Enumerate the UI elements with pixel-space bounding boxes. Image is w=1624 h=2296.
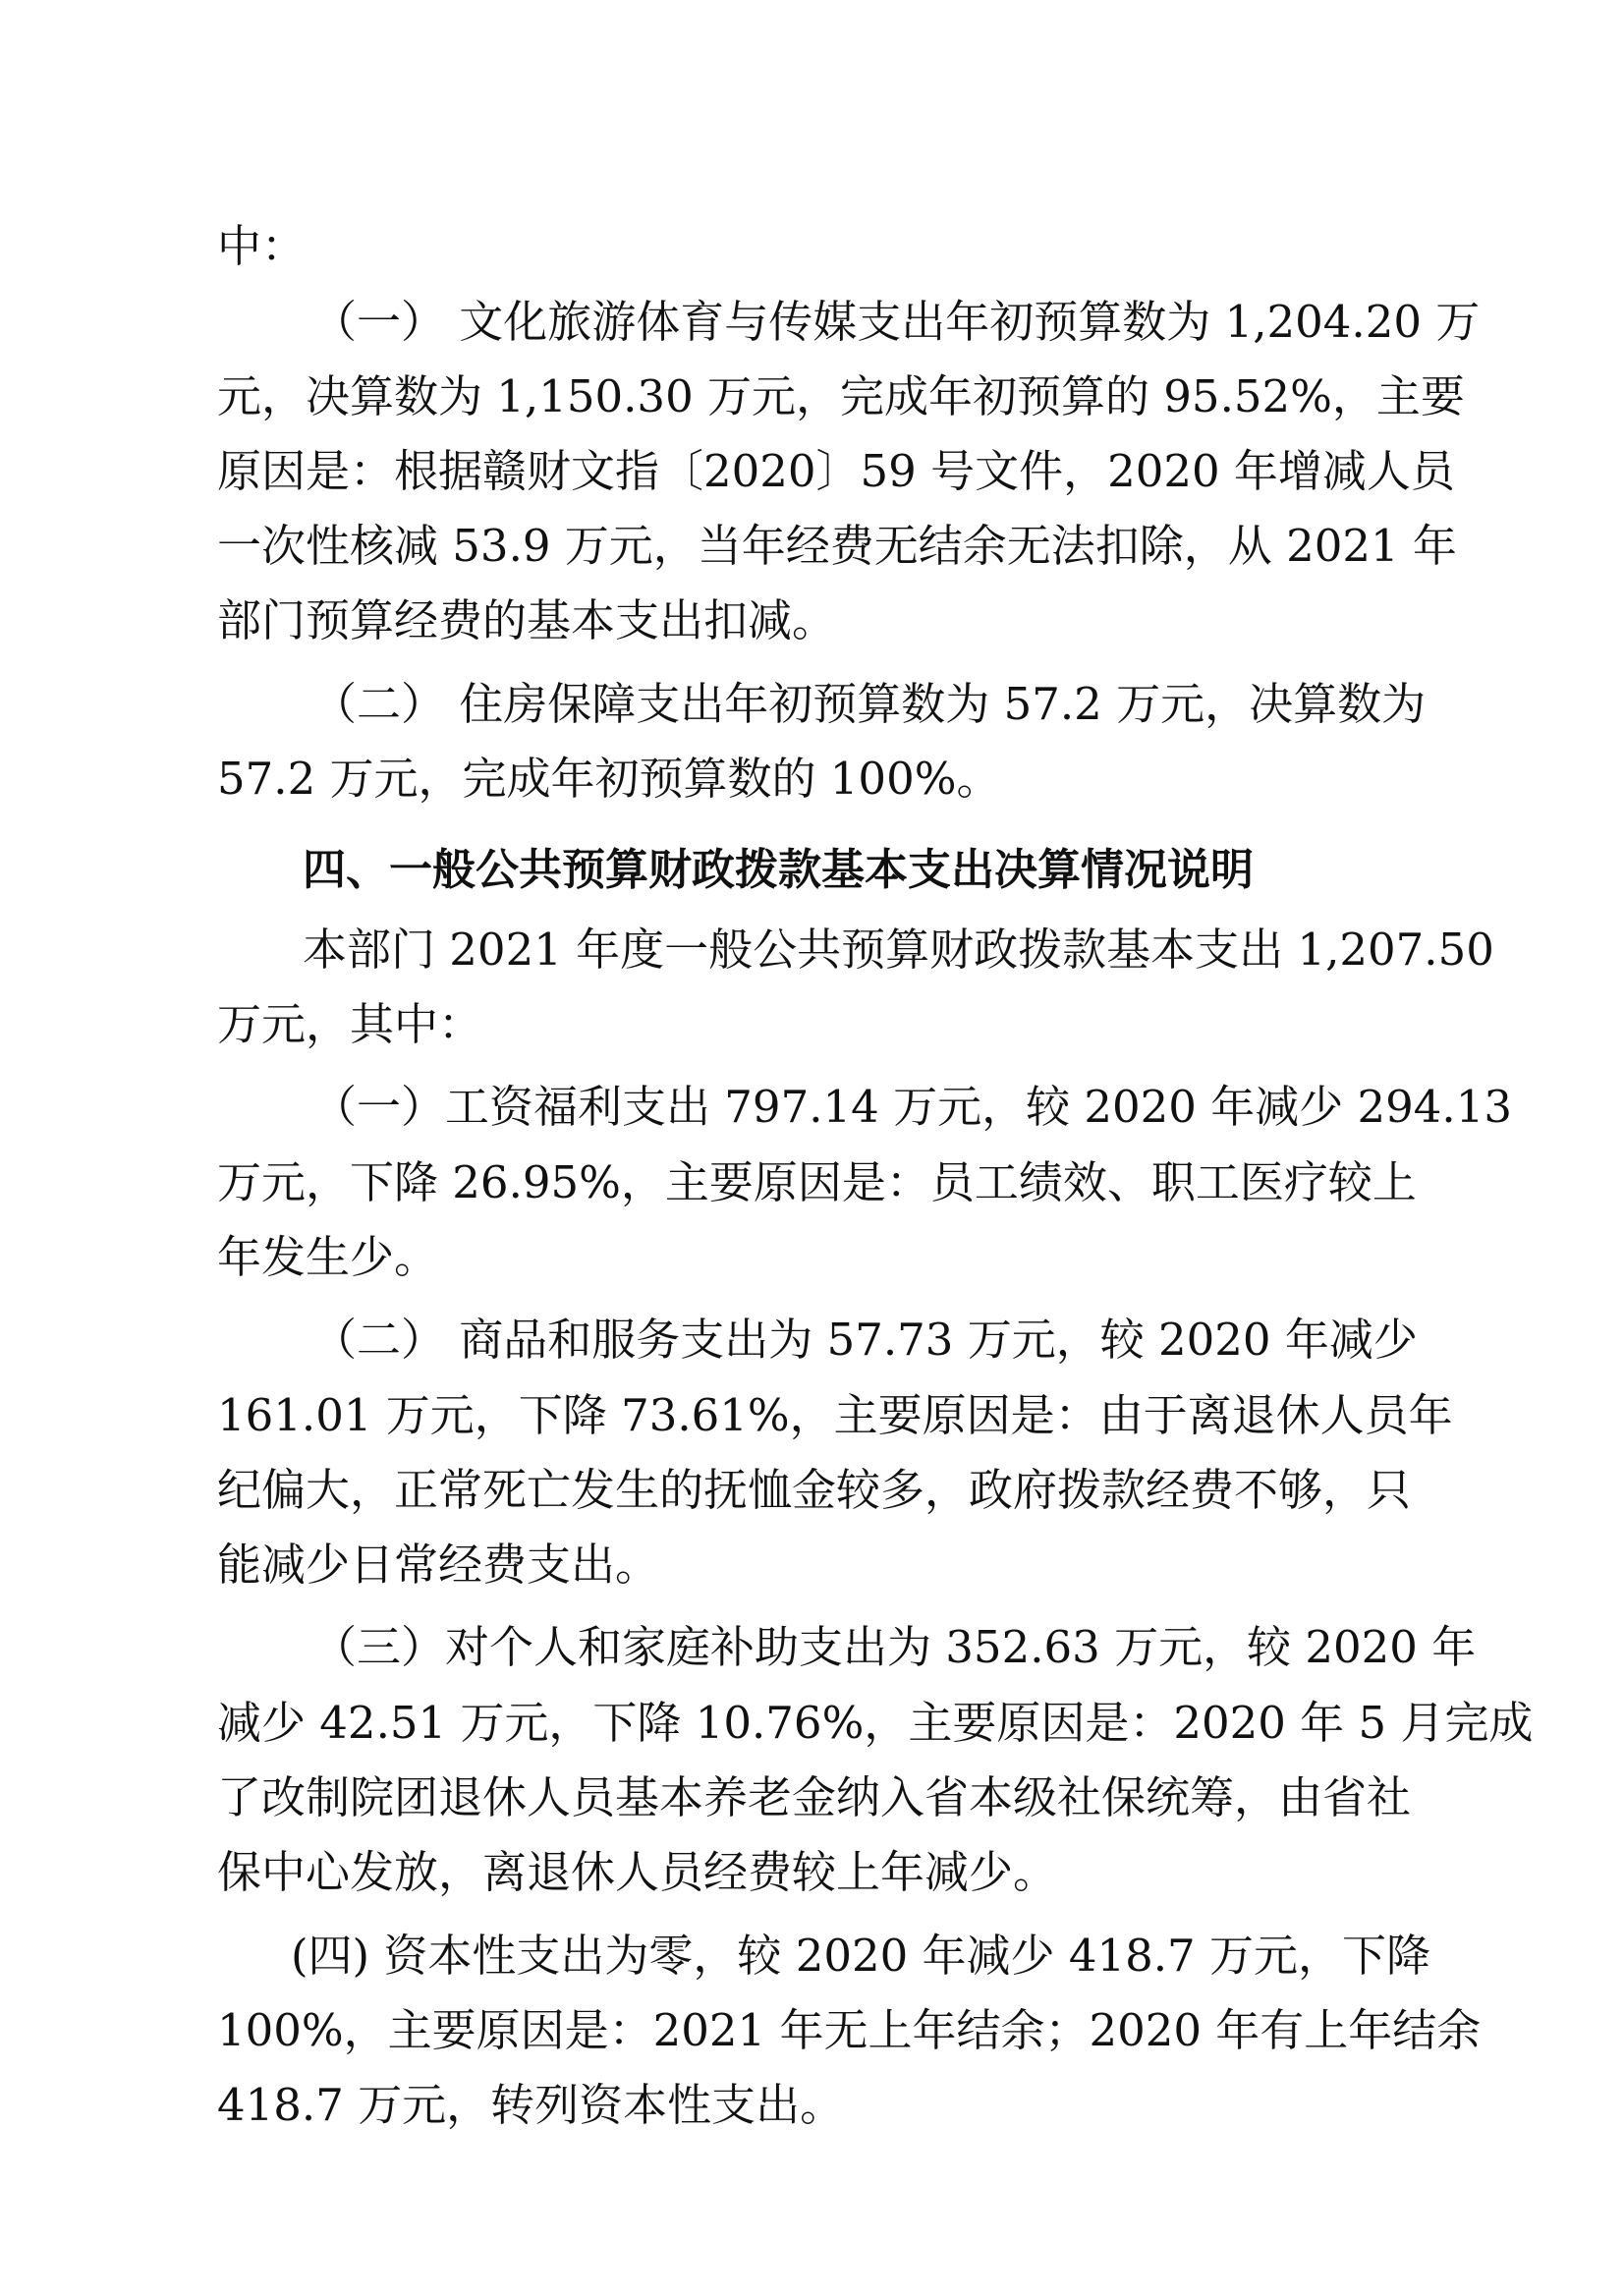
text-line-21: 了改制院团退休人员基本养老金纳入省本级社保统筹，由省社 [217,1771,1412,1823]
text-line-22: 保中心发放，离退休人员经费较上年减少。 [217,1846,1058,1898]
text-line-11: 万元，其中： [217,998,483,1050]
text-line-4: 原因是：根据赣财文指〔2020〕59 号文件，2020 年增减人员 [217,445,1455,497]
text-line-13: 万元，下降 26.95%，主要原因是：员工绩效、职工医疗较上 [217,1156,1417,1208]
text-line-7: （二） 住房保障支出年初预算数为 57.2 万元，决算数为 [312,678,1427,730]
text-line-20: 减少 42.51 万元，下降 10.76%，主要原因是：2020 年 5 月完成 [217,1697,1534,1749]
text-line-25: 418.7 万元，转列资本性支出。 [217,2079,845,2131]
text-line-14: 年发生少。 [217,1231,439,1283]
text-line-5: 一次性核减 53.9 万元，当年经费无结余无法扣除，从 2021 年 [217,520,1457,572]
text-line-23: (四) 资本性支出为零，较 2020 年减少 418.7 万元，下降 [291,1930,1430,1982]
text-line-15: （二） 商品和服务支出为 57.73 万元，较 2020 年减少 [312,1314,1418,1366]
text-line-18: 能减少日常经费支出。 [217,1539,660,1591]
text-line-24: 100%，主要原因是：2021 年无上年结余；2020 年有上年结余 [217,2004,1482,2056]
text-line-12: （一）工资福利支出 797.14 万元，较 2020 年减少 294.13 [312,1081,1512,1133]
text-line-1: 中： [217,220,307,272]
text-line-17: 纪偏大，正常死亡发生的抚恤金较多，政府拨款经费不够，只 [217,1464,1412,1516]
text-line-3: 元，决算数为 1,150.30 万元，完成年初预算的 95.52%，主要 [217,370,1465,422]
section-heading: 四、一般公共预算财政拨款基本支出决算情况说明 [303,845,1254,895]
text-line-2: （一） 文化旅游体育与传媒支出年初预算数为 1,204.20 万 [312,296,1481,348]
text-line-16: 161.01 万元，下降 73.61%，主要原因是：由于离退休人员年 [217,1389,1453,1441]
text-line-8: 57.2 万元，完成年初预算数的 100%。 [217,753,1001,805]
text-line-6: 部门预算经费的基本支出扣减。 [217,594,837,646]
text-line-19: （三）对个人和家庭补助支出为 352.63 万元，较 2020 年 [312,1621,1477,1673]
text-line-10: 本部门 2021 年度一般公共预算财政拨款基本支出 1,207.50 [303,924,1494,976]
